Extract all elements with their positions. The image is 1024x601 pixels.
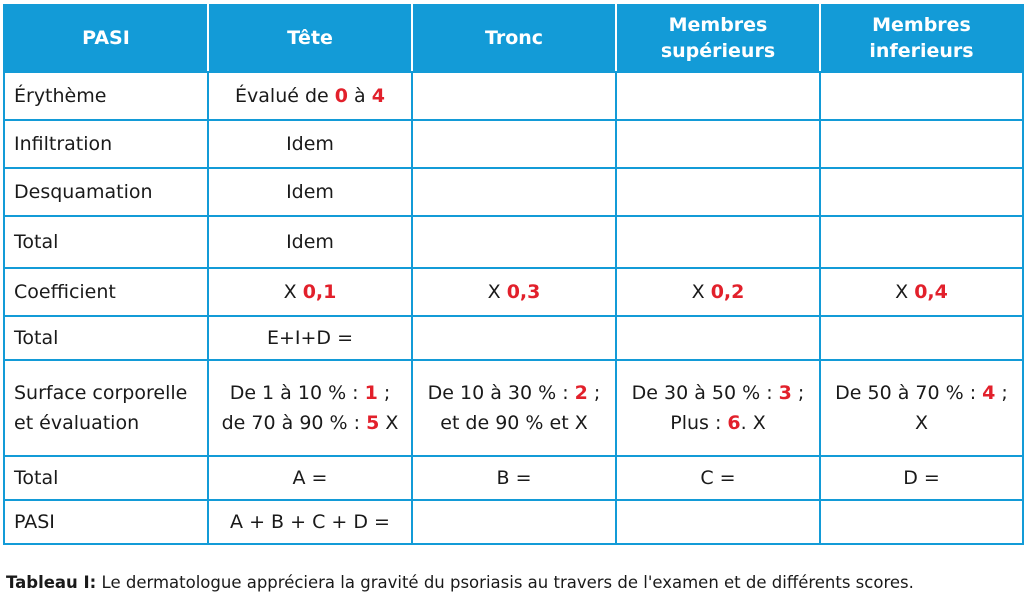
- table-row: [4, 120, 1023, 168]
- cell-text: X: [283, 281, 303, 303]
- cell-text: X: [379, 412, 399, 434]
- caption-text: Le dermatologue appréciera la gravité du psoriasis au travers de l'examen et de différents scores.: [96, 573, 914, 592]
- cell-tronc: [412, 456, 616, 500]
- header-row: [4, 4, 1023, 72]
- table-row: [4, 456, 1023, 500]
- cell-membres-superieurs: [616, 120, 820, 168]
- table-row: [4, 268, 1023, 316]
- pasi-table: [3, 4, 1024, 545]
- cell-tronc: [412, 216, 616, 268]
- cell-membres-inferieurs: [820, 120, 1023, 168]
- row-label: Total: [4, 456, 208, 500]
- cell-text: Idem: [286, 133, 334, 155]
- row-label: Surface corporelle et évaluation: [4, 360, 208, 456]
- highlight-value: 0,3: [506, 281, 541, 303]
- highlight-value: 2: [574, 382, 588, 404]
- cell-tronc: [412, 120, 616, 168]
- cell-tete: [208, 268, 412, 316]
- highlight-value: 4: [371, 85, 385, 107]
- cell-text: B =: [496, 467, 532, 489]
- header-pasi: PASI: [4, 4, 208, 72]
- highlight-value: 0,4: [914, 281, 948, 303]
- cell-text: ; X: [914, 382, 1008, 434]
- row-label: Total: [4, 216, 208, 268]
- cell-text: X: [691, 281, 711, 303]
- table-row: [4, 316, 1023, 360]
- cell-membres-inferieurs: [820, 316, 1023, 360]
- row-label: Infiltration: [4, 120, 208, 168]
- cell-tete: [208, 216, 412, 268]
- cell-text: Évalué de: [235, 85, 335, 107]
- cell-membres-superieurs: [616, 216, 820, 268]
- cell-text: C =: [700, 467, 736, 489]
- cell-tete: [208, 168, 412, 216]
- row-label: Desquamation: [4, 168, 208, 216]
- highlight-value: 1: [364, 382, 378, 404]
- highlight-value: 6: [727, 412, 741, 434]
- highlight-value: 5: [366, 412, 380, 434]
- cell-text: . X: [740, 412, 766, 434]
- cell-tronc: [412, 268, 616, 316]
- table-row: [4, 216, 1023, 268]
- cell-tronc: [412, 360, 616, 456]
- cell-text: ; de 70 à 90 % :: [221, 382, 391, 434]
- cell-text: Idem: [286, 181, 334, 203]
- cell-membres-inferieurs: [820, 360, 1023, 456]
- cell-text: A =: [292, 467, 328, 489]
- table-caption: [6, 573, 914, 592]
- cell-membres-superieurs: [616, 500, 820, 544]
- cell-tete: [208, 120, 412, 168]
- header-tete: Tête: [208, 4, 412, 72]
- cell-membres-superieurs: [616, 360, 820, 456]
- cell-text: De 10 à 30 % :: [427, 382, 575, 404]
- highlight-value: 0,2: [710, 281, 745, 303]
- cell-membres-superieurs: [616, 456, 820, 500]
- cell-membres-superieurs: [616, 72, 820, 120]
- cell-text: De 50 à 70 % :: [835, 382, 983, 404]
- cell-membres-superieurs: [616, 316, 820, 360]
- cell-tete: [208, 316, 412, 360]
- cell-membres-inferieurs: [820, 500, 1023, 544]
- cell-text: E+I+D =: [266, 327, 354, 349]
- cell-tronc: [412, 168, 616, 216]
- cell-membres-superieurs: [616, 268, 820, 316]
- header-tronc: Tronc: [412, 4, 616, 72]
- cell-membres-inferieurs: [820, 216, 1023, 268]
- cell-text: X: [895, 281, 915, 303]
- cell-text: De 1 à 10 % :: [229, 382, 365, 404]
- cell-tronc: [412, 500, 616, 544]
- cell-text: Idem: [286, 231, 334, 253]
- cell-tete: [208, 72, 412, 120]
- cell-membres-inferieurs: [820, 168, 1023, 216]
- highlight-value: 0: [334, 85, 348, 107]
- highlight-value: 3: [778, 382, 792, 404]
- cell-text: ; et de 90 % et X: [440, 382, 601, 434]
- header-membres-inferieurs: Membres inferieurs: [820, 4, 1023, 72]
- cell-text: X: [487, 281, 507, 303]
- highlight-value: 4: [982, 382, 996, 404]
- table-row: [4, 168, 1023, 216]
- table-row: [4, 360, 1023, 456]
- cell-tronc: [412, 72, 616, 120]
- cell-membres-superieurs: [616, 168, 820, 216]
- highlight-value: 0,1: [302, 281, 337, 303]
- cell-text: A + B + C + D =: [230, 511, 390, 533]
- cell-text: ; Plus :: [670, 382, 805, 434]
- table-row: [4, 72, 1023, 120]
- cell-text: De 30 à 50 % :: [631, 382, 779, 404]
- caption-label: Tableau I:: [6, 573, 97, 592]
- cell-tete: [208, 456, 412, 500]
- cell-tete: [208, 360, 412, 456]
- cell-text: à: [348, 85, 372, 107]
- cell-text: D =: [903, 467, 940, 489]
- row-label: Total: [4, 316, 208, 360]
- cell-membres-inferieurs: [820, 456, 1023, 500]
- table-row: [4, 500, 1023, 544]
- cell-membres-inferieurs: [820, 268, 1023, 316]
- cell-membres-inferieurs: [820, 72, 1023, 120]
- row-label: Coefficient: [4, 268, 208, 316]
- header-membres-superieurs: Membres supérieurs: [616, 4, 820, 72]
- row-label: Érythème: [4, 72, 208, 120]
- cell-tete: [208, 500, 412, 544]
- row-label: PASI: [4, 500, 208, 544]
- cell-tronc: [412, 316, 616, 360]
